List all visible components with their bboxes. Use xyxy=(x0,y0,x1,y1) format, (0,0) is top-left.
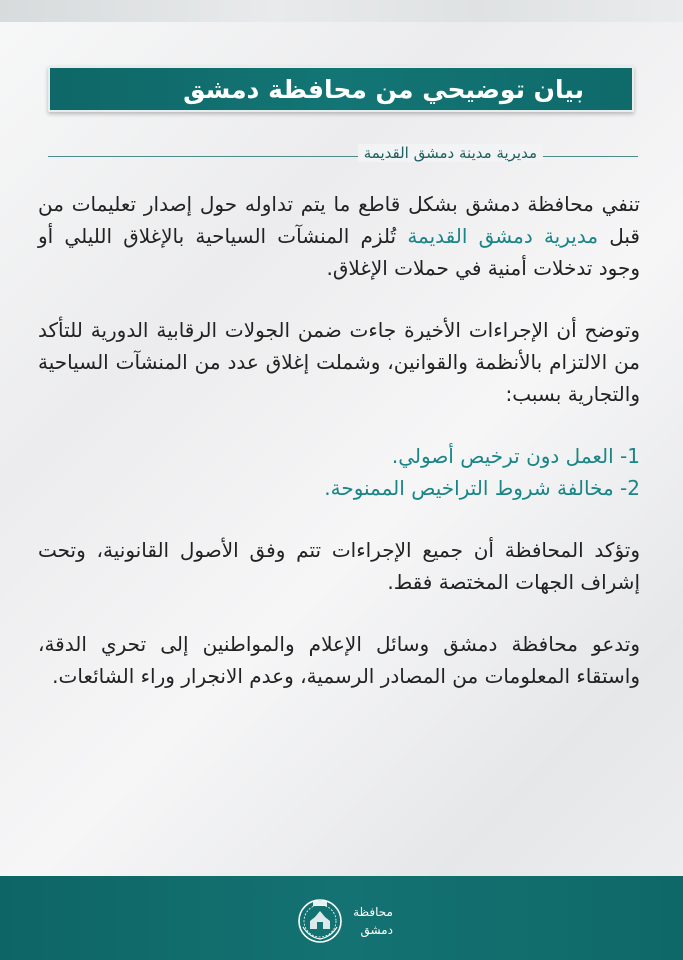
paragraph-legal-assurance: وتؤكد المحافظة أن جميع الإجراءات تتم وفق الأصول القانونية، وتحت إشراف الجهات المختصة فقط. xyxy=(38,538,640,594)
logo-line-governorate: محافظة xyxy=(353,905,393,919)
highlighted-directorate: مديرية دمشق القديمة xyxy=(407,224,599,248)
title-banner xyxy=(48,66,634,112)
paragraph-denial-start: تنفي محافظة دمشق بشكل قاطع ما يتم تداوله حول إصدار تعليمات من قبل xyxy=(38,192,640,248)
logo-line-damascus: دمشق xyxy=(360,923,393,937)
statement-body xyxy=(38,188,640,722)
paragraph-clarification: وتوضح أن الإجراءات الأخيرة جاءت ضمن الجولات الرقابية الدورية للتأكد من الالتزام بالأنظمة والقوانين، وشملت إغلاق عدد من المنشآت السياحية والتجارية بسبب: xyxy=(38,318,640,406)
list-item: 1- العمل دون ترخيص أصولي. xyxy=(391,444,640,468)
page-title: بيان توضيحي من محافظة دمشق xyxy=(183,74,584,104)
paragraph-denial-end: تُلزم المنشآت السياحية بالإغلاق الليلي أو وجود تدخلات أمنية في حملات الإغلاق. xyxy=(38,224,640,280)
top-decorative-strip xyxy=(0,0,683,22)
directorate-subtitle: مديرية مدينة دمشق القديمة xyxy=(358,144,543,162)
paragraph-call-to-accuracy: وتدعو محافظة دمشق وسائل الإعلام والمواطنين إلى تحري الدقة، واستقاء المعلومات من المصادر الرسمية، وعدم الانجرار وراء الشائعات. xyxy=(38,632,640,688)
paragraph-denial xyxy=(38,188,640,284)
list-item: 2- مخالفة شروط التراخيص الممنوحة. xyxy=(324,476,640,500)
logo-label xyxy=(353,903,393,939)
subtitle-divider xyxy=(48,156,638,157)
damascus-governorate-emblem-icon xyxy=(295,897,345,945)
reasons-list xyxy=(38,440,640,504)
footer-logo xyxy=(284,896,404,946)
subtitle-row xyxy=(48,144,638,166)
